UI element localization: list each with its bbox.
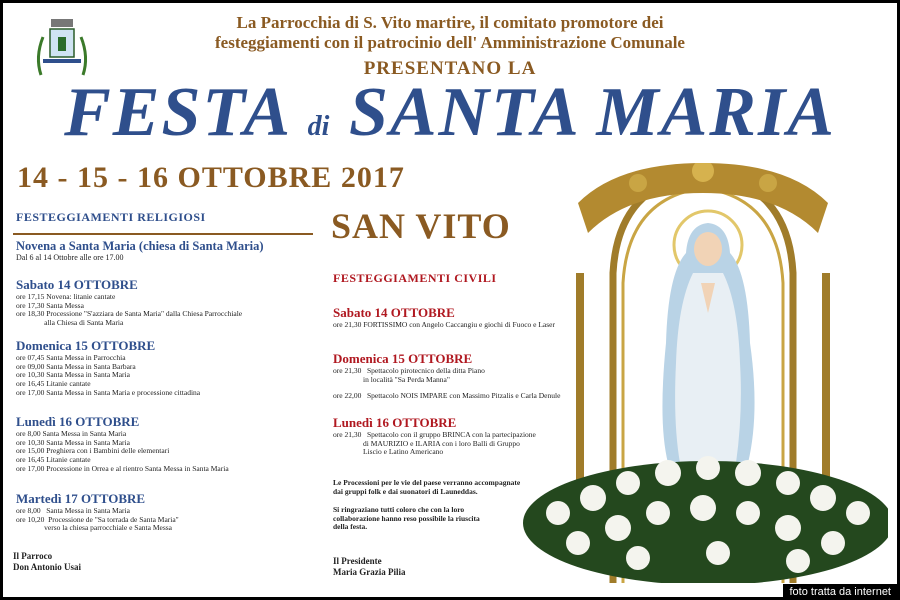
civil-section-title: FESTEGGIAMENTI CIVILI (333, 271, 497, 285)
schedule-line: ore 8,00 Santa Messa in Santa Maria (16, 429, 127, 438)
month-label: OTTOBRE (392, 415, 457, 430)
schedule-line: alla Chiesa di Santa Maria (16, 318, 124, 328)
schedule-line: ore 8,00 Santa Messa in Santa Maria (16, 506, 130, 515)
header-line-1: La Parrocchia di S. Vito martire, il comitato promotore dei (236, 13, 664, 32)
rel-day-sabato (16, 277, 242, 328)
month-label: OTTOBRE (75, 414, 140, 429)
rel-day-martedi (16, 491, 179, 533)
civ-day-lunedi (333, 415, 536, 457)
note-line: della festa. (333, 522, 368, 532)
schedule-line: Liscio e Latino Americano (333, 447, 444, 457)
schedule-line: ore 10,30 Santa Messa in Santa Maria (16, 437, 130, 447)
schedule-line: ore 10,20 Processione de "Sa torrada de Santa Maria" (16, 514, 179, 524)
month-label: OTTOBRE (73, 277, 138, 292)
novena-text: Dal 6 al 14 Ottobre alle ore 17.00 (16, 253, 124, 262)
schedule-line: ore 21,30 FORTISSIMO con Angelo Caccangiu e giochi di Fuoco e Laser (333, 320, 556, 329)
schedule-line: ore 10,30 Santa Messa in Santa Maria (16, 370, 130, 380)
day-label: Sabato 14 (333, 305, 388, 320)
month-label: OTTOBRE (91, 338, 156, 353)
signature-role: Il Presidente (333, 556, 382, 566)
note-line: collaborazione hanno reso possibile la riuscita (333, 513, 480, 523)
schedule-line: ore 16,45 Litanie cantate (16, 455, 91, 465)
schedule-line: ore 21,30 Spettacolo con il gruppo BRINCA con la partecipazione (333, 430, 536, 439)
schedule-line: ore 16,45 Litanie cantate (16, 379, 91, 389)
schedule-line: ore 17,00 Santa Messa in Santa Maria e processione cittadina (16, 387, 201, 397)
parroco-signature (13, 551, 81, 573)
day-label: Sabato 14 (16, 277, 71, 292)
day-label: Lunedì 16 (16, 414, 72, 429)
header-line-2: festeggiamenti con il patrocinio dell' Amministrazione Comunale (215, 33, 685, 52)
schedule-line: in località "Sa Perda Manna" (333, 374, 450, 384)
divider (13, 233, 313, 235)
day-label: Domenica 15 (16, 338, 88, 353)
note-line: Si ringraziano tutti coloro che con la loro (333, 505, 465, 514)
schedule-line: ore 15,00 Preghiera con i Bambini delle elementari (16, 446, 170, 456)
schedule-line: ore 21,30 Spettacolo pirotecnico della ditta Piano (333, 366, 485, 375)
month-label: OTTOBRE (408, 351, 473, 366)
rel-day-domenica (16, 338, 200, 398)
signature-role: Il Parroco (13, 551, 53, 561)
photo-credit: foto tratta da internet (783, 584, 897, 597)
processions-note (333, 479, 520, 496)
month-label: OTTOBRE (80, 491, 146, 506)
signature-name: Don Antonio Usai (13, 562, 82, 572)
schedule-line: ore 07,45 Santa Messa in Parrocchia (16, 353, 126, 362)
schedule-line: ore 09,00 Santa Messa in Santa Barbara (16, 361, 136, 371)
note-line: Le Processioni per le vie del paese verranno accompagnate (333, 478, 521, 487)
schedule-line: ore 17,15 Novena: litanie cantate (16, 292, 116, 301)
novena-title: Novena a Santa Maria (chiesa di Santa Maria) (16, 239, 264, 253)
schedule-line: ore 18,30 Processione "S'azziara de Santa Maria" dalla Chiesa Parrocchiale (16, 309, 243, 319)
title-santa-maria: SANTA MARIA (348, 74, 836, 151)
festa-poster (3, 3, 897, 597)
month-label: OTTOBRE (390, 305, 455, 320)
town-name: SAN VITO (331, 206, 511, 246)
schedule-line: ore 22,00 Spettacolo NOIS IMPARE con Massimo Pitzalis e Carla Denule (333, 391, 561, 401)
rel-day-lunedi (16, 414, 229, 474)
note-line: dai gruppi folk e dai suonatori di Launeddas. (333, 486, 478, 496)
present-label: PRESENTANO LA (363, 58, 537, 79)
schedule-line: verso la chiesa parrocchiale e Santa Messa (16, 523, 172, 533)
novena-block (16, 239, 264, 263)
day-label: Lunedì 16 (333, 415, 389, 430)
presidente-signature (333, 556, 405, 578)
title-di: di (307, 111, 330, 142)
thanks-note (333, 506, 480, 532)
religious-section-title: FESTEGGIAMENTI RELIGIOSI (16, 210, 206, 224)
day-label: Domenica 15 (333, 351, 405, 366)
festival-dates: 14 - 15 - 16 OTTOBRE 2017 (17, 161, 405, 194)
madonna-statue-image (518, 163, 888, 583)
day-label: Martedì 17 (16, 491, 78, 506)
signature-name: Maria Grazia Pilia (333, 567, 406, 577)
schedule-line: di MAURIZIO e ILARIA con i loro Balli di Gruppo (333, 438, 520, 448)
schedule-line: ore 17,00 Processione in Orrea e al rientro Santa Messa in Santa Maria (16, 463, 229, 473)
poster-title (3, 73, 897, 167)
schedule-line: ore 17,30 Santa Messa (16, 300, 84, 310)
title-festa: FESTA (64, 74, 289, 151)
